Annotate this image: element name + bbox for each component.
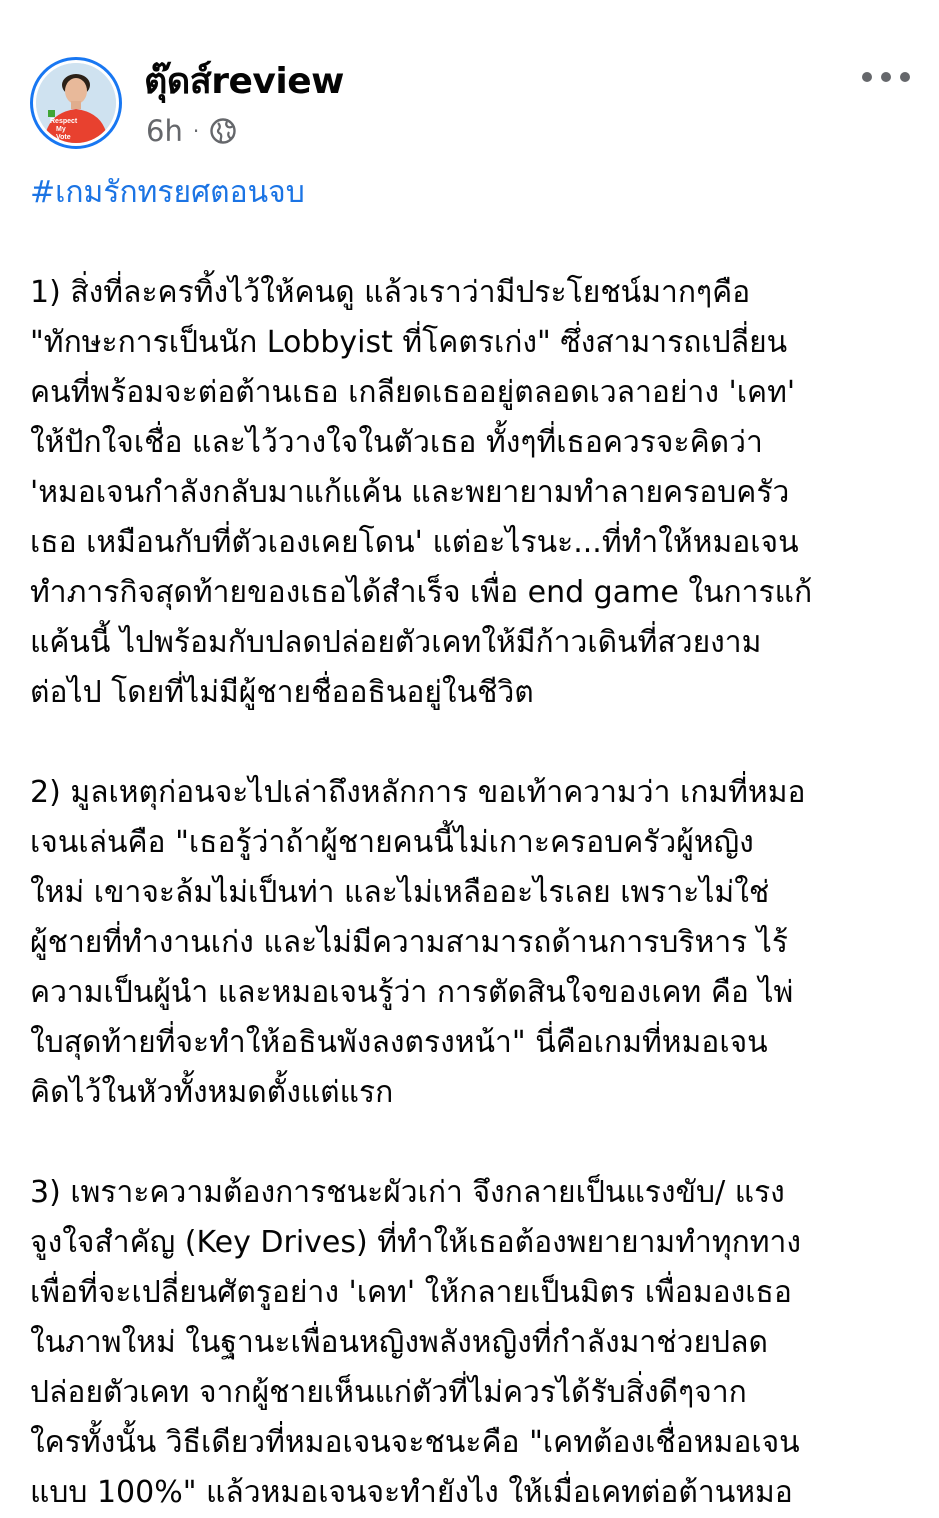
text-line: คิดไว้ในหัวทั้งหมดตั้งแต่แรก bbox=[30, 1075, 394, 1110]
text-line: 1) สิ่งที่ละครทิ้งไว้ให้คนดู แล้วเราว่ามีประโยชน์มากๆคือ bbox=[30, 275, 751, 310]
text-line: ต่อไป โดยที่ไม่มีผู้ชายชื่ออธินอยู่ในชีวิต bbox=[30, 675, 534, 710]
text-line: 2) มูลเหตุก่อนจะไปเล่าถึงหลักการ ขอเท้าความว่า เกมที่หมอ bbox=[30, 775, 806, 810]
meta-separator: · bbox=[192, 119, 200, 143]
post-header bbox=[0, 0, 939, 160]
author-name[interactable]: ตุ๊ดส์review bbox=[144, 61, 344, 102]
post-meta bbox=[146, 112, 237, 150]
paragraph-2 bbox=[30, 768, 915, 1118]
text-line: คนที่พร้อมจะต่อต้านเธอ เกลียดเธออยู่ตลอดเวลาอย่าง 'เคท' bbox=[30, 375, 796, 410]
avatar-badge-line1: Respect bbox=[50, 118, 78, 125]
text-line: เจนเล่นคือ "เธอรู้ว่าถ้าผู้ชายคนนี้ไม่เกาะครอบครัวผู้หญิง bbox=[30, 825, 754, 860]
avatar-badge-line3: Vote bbox=[56, 134, 71, 141]
post-body bbox=[30, 168, 915, 1518]
text-line: 'หมอเจนกำลังกลับมาแก้แค้น และพยายามทำลายครอบครัว bbox=[30, 475, 790, 510]
text-line: ให้ปักใจเชื่อ และไว้วางใจในตัวเธอ ทั้งๆที่เธอควรจะคิดว่า bbox=[30, 425, 763, 460]
paragraph-3 bbox=[30, 1168, 915, 1518]
hashtag-link[interactable]: #เกมรักทรยศตอนจบ bbox=[30, 175, 305, 210]
text-line: "ทักษะการเป็นนัก Lobbyist ที่โคตรเก่ง" ซึ่งสามารถเปลี่ยน bbox=[30, 325, 788, 360]
text-line: เพื่อที่จะเปลี่ยนศัตรูอย่าง 'เคท' ให้กลายเป็นมิตร เพื่อมองเธอ bbox=[30, 1275, 792, 1310]
text-line: ผู้ชายที่ทำงานเก่ง และไม่มีความสามารถด้านการบริหาร ไร้ bbox=[30, 925, 789, 960]
avatar-photo bbox=[36, 63, 116, 143]
text-line: ในภาพใหม่ ในฐานะเพื่อนหญิงพลังหญิงที่กำลังมาช่วยปลด bbox=[30, 1325, 768, 1360]
avatar-illustration bbox=[36, 63, 116, 143]
text-line: ใบสุดท้ายที่จะทำให้อธินพังลงตรงหน้า" นี่คือเกมที่หมอเจน bbox=[30, 1025, 768, 1060]
text-line: แบบ 100%" แล้วหมอเจนจะทำยังไง ให้เมื่อเคทต่อต้านหมอ bbox=[30, 1475, 793, 1510]
more-dot bbox=[881, 72, 891, 82]
author-avatar[interactable] bbox=[30, 57, 122, 149]
post-time[interactable]: 6h bbox=[146, 114, 183, 148]
text-line: จูงใจสำคัญ (Key Drives) ที่ทำให้เธอต้องพยายามทำทุกทาง bbox=[30, 1225, 802, 1260]
globe-icon bbox=[209, 117, 237, 145]
text-line: ปล่อยตัวเคท จากผู้ชายเห็นแก่ตัวที่ไม่ควรได้รับสิ่งดีๆจาก bbox=[30, 1375, 747, 1410]
text-line: ทำภารกิจสุดท้ายของเธอได้สำเร็จ เพื่อ end game ในการแก้ bbox=[30, 575, 813, 610]
text-line: เธอ เหมือนกับที่ตัวเองเคยโดน' แต่อะไรนะ...ที่ทำให้หมอเจน bbox=[30, 525, 799, 560]
paragraph-1 bbox=[30, 268, 915, 718]
text-line: แค้นนี้ ไปพร้อมกับปลดปล่อยตัวเคทให้มีก้าวเดินที่สวยงาม bbox=[30, 625, 762, 660]
avatar-badge-line2: My bbox=[56, 126, 66, 133]
text-line: ใหม่ เขาจะล้มไม่เป็นท่า และไม่เหลืออะไรเลย เพราะไม่ใช่ bbox=[30, 875, 770, 910]
text-line: ความเป็นผู้นำ และหมอเจนรู้ว่า การตัดสินใจของเคท คือ ไพ่ bbox=[30, 975, 794, 1010]
paragraph-gap bbox=[30, 218, 915, 268]
text-line: ใครทั้งนั้น วิธีเดียวที่หมอเจนจะชนะคือ "เคทต้องเชื่อหมอเจน bbox=[30, 1425, 800, 1460]
text-line: 3) เพราะความต้องการชนะผัวเก่า จึงกลายเป็นแรงขับ/ แรง bbox=[30, 1175, 785, 1210]
paragraph-gap bbox=[30, 718, 915, 768]
paragraph-gap bbox=[30, 1118, 915, 1168]
more-dot bbox=[862, 72, 872, 82]
more-dot bbox=[900, 72, 910, 82]
more-options-icon[interactable] bbox=[862, 64, 910, 90]
